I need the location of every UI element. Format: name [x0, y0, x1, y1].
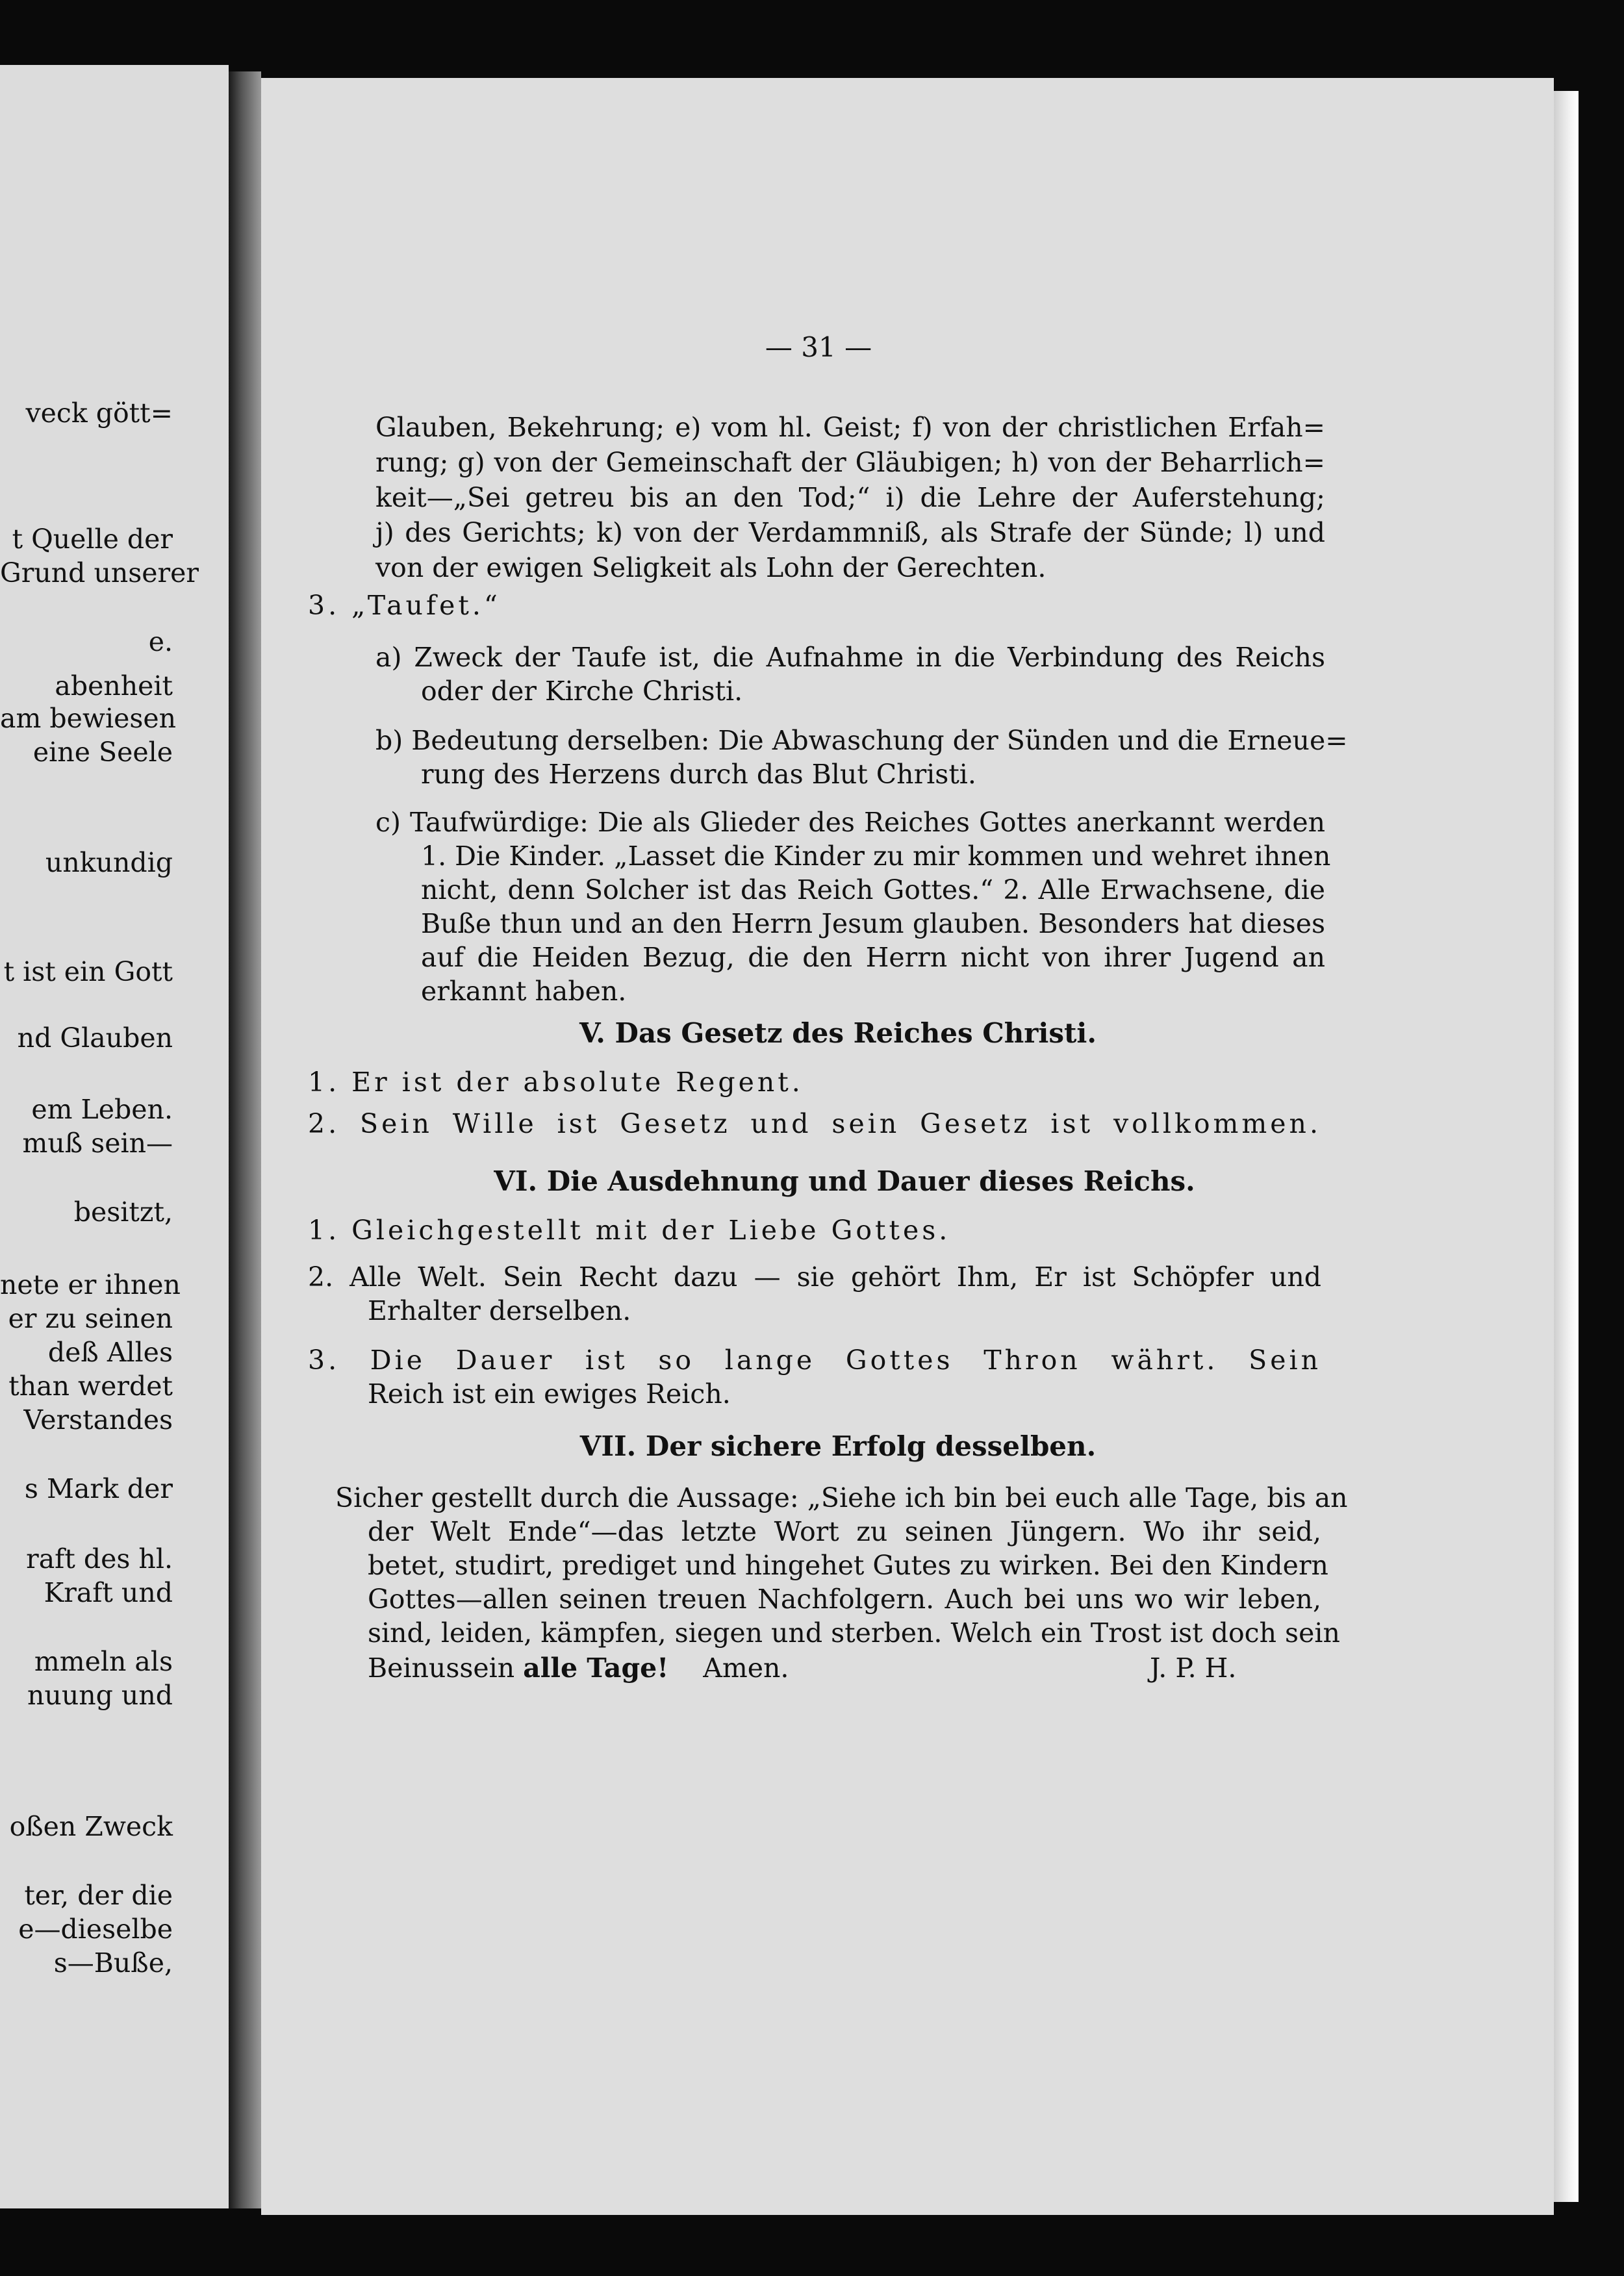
left-fragment: veck gött= [25, 398, 173, 429]
closing-bold: alle Tage! [523, 1652, 669, 1684]
closing-prefix: Beinussein [368, 1652, 515, 1684]
text-line: Sicher gestellt durch die Aussage: „Siehe ich bin bei euch alle Tage, bis an [335, 1482, 1348, 1513]
section-heading: VI. Die Ausdehnung und Dauer dieses Reichs. [494, 1165, 1195, 1197]
item-3c-line: c) Taufwürdige: Die als Glieder des Reiches Gottes anerkannt werden [375, 807, 1325, 838]
item-3c-line: Buße thun und an den Herrn Jesum glauben. Besonders hat dieses [421, 908, 1325, 939]
text-line: sind, leiden, kämpfen, siegen und sterben. Welch ein Trost ist doch sein [368, 1617, 1340, 1649]
item-3c-line: auf die Heiden Bezug, die den Herrn nicht von ihrer Jugend an [421, 942, 1325, 973]
left-fragment: e—dieselbe [18, 1914, 173, 1945]
left-fragment: Verstandes [23, 1404, 173, 1435]
left-fragment: unkundig [45, 847, 173, 878]
page-number: — 31 — [765, 331, 872, 363]
left-fragment: t ist ein Gott [3, 956, 173, 987]
section-heading: VII. Der sichere Erfolg desselben. [579, 1430, 1097, 1462]
text-line: von der ewigen Seligkeit als Lohn der Gerechten. [375, 552, 1047, 583]
list-item: 1. Er ist der absolute Regent. [308, 1067, 804, 1098]
left-fragment: e. [148, 626, 173, 657]
left-fragment: deß Alles [47, 1337, 173, 1368]
left-fragment: ter, der die [24, 1880, 173, 1911]
item-3c-line: erkannt haben. [421, 976, 627, 1007]
item-3c-line: 1. Die Kinder. „Lasset die Kinder zu mir kommen und wehret ihnen [421, 841, 1331, 872]
left-fragment: nuung und [27, 1680, 173, 1711]
left-fragment: em Leben. [31, 1094, 173, 1125]
list-item: 3. Die Dauer ist so lange Gottes Thron währt. Sein [308, 1345, 1321, 1376]
right-page [261, 78, 1554, 2215]
left-fragment: Grund unserer [0, 557, 199, 588]
list-item: Reich ist ein ewiges Reich. [368, 1378, 731, 1410]
text-line: Gottes—allen seinen treuen Nachfolgern. Auch bei uns wo wir leben, [368, 1584, 1321, 1615]
closing-amen: Amen. [703, 1652, 789, 1684]
text-line: betet, studirt, prediget und hingehet Gutes zu wirken. Bei den Kindern [368, 1550, 1328, 1581]
item-3a-line: a) Zweck der Taufe ist, die Aufnahme in die Verbindung des Reichs [375, 642, 1325, 673]
left-fragment: than werdet [8, 1371, 173, 1402]
left-fragment: s Mark der [24, 1473, 173, 1504]
item-3-label: 3. „Taufet.“ [308, 590, 501, 621]
left-fragment: nete er ihnen [0, 1269, 181, 1300]
item-3a-line: oder der Kirche Christi. [421, 676, 743, 707]
text-line: keit—„Sei getreu bis an den Tod;“ i) die Lehre der Auferstehung; [375, 482, 1325, 513]
left-fragment: t Quelle der [12, 524, 173, 555]
left-fragment: mmeln als [34, 1646, 173, 1677]
text-line: Glauben, Bekehrung; e) vom hl. Geist; f) von der christlichen Erfah= [375, 412, 1325, 443]
book-gutter [229, 71, 261, 2208]
left-fragment: am bewiesen [0, 703, 177, 734]
left-fragment: muß sein— [22, 1128, 173, 1159]
left-fragment: Kraft und [44, 1577, 173, 1608]
left-fragment: raft des hl. [26, 1543, 173, 1574]
item-3b-line: b) Bedeutung derselben: Die Abwaschung der Sünden und die Erneue= [375, 725, 1348, 756]
list-item: 1. Gleichgestellt mit der Liebe Gottes. [308, 1215, 951, 1246]
item-3b-line: rung des Herzens durch das Blut Christi. [421, 759, 976, 790]
left-fragment: abenheit [55, 670, 173, 702]
list-item: 2. Sein Wille ist Gesetz und sein Gesetz ist vollkommen. [308, 1108, 1321, 1139]
page-edge [1554, 91, 1579, 2202]
left-fragment: s—Buße, [53, 1947, 173, 1979]
signature: J. P. H. [1150, 1652, 1237, 1684]
text-line: j) des Gerichts; k) von der Verdammniß, als Strafe der Sünde; l) und [375, 517, 1325, 548]
list-item: 2. Alle Welt. Sein Recht dazu — sie gehört Ihm, Er ist Schöpfer und [308, 1261, 1321, 1293]
list-item: Erhalter derselben. [368, 1295, 631, 1326]
left-fragment: er zu seinen [8, 1303, 173, 1334]
text-line: rung; g) von der Gemeinschaft der Gläubigen; h) von der Beharrlich= [375, 447, 1325, 478]
left-page [0, 65, 229, 2208]
item-3c-line: nicht, denn Solcher ist das Reich Gottes.“ 2. Alle Erwachsene, die [421, 874, 1325, 905]
closing-line [368, 1652, 789, 1684]
section-heading: V. Das Gesetz des Reiches Christi. [579, 1017, 1097, 1049]
left-fragment: besitzt, [73, 1196, 173, 1228]
left-fragment: oßen Zweck [9, 1811, 173, 1842]
text-line: der Welt Ende“—das letzte Wort zu seinen Jüngern. Wo ihr seid, [368, 1516, 1321, 1547]
left-fragment: eine Seele [32, 737, 173, 768]
left-fragment: nd Glauben [17, 1022, 173, 1054]
